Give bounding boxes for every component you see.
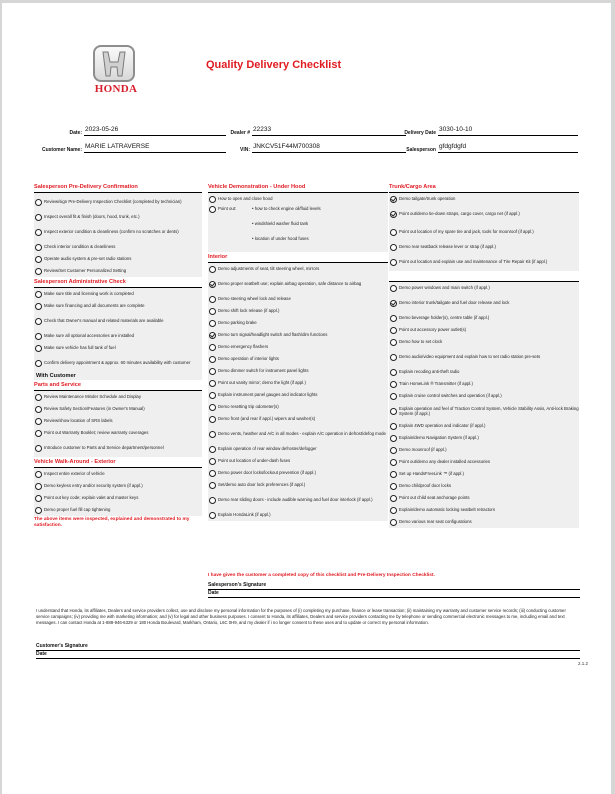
- privacy-disclaimer: I understand that Honda, its affiliates, Dealers and service providers collect, use and disclose my personal information for the purposes of (i) completing my purchase, finance or lease transaction; (ii) maintaining my warranty and customer service records; (iii) conducting customer service campaigns; (iv) providing me with marketing information; and (v) for legal and other business purposes. I consent to Honda, its affiliates, Dealers and service providers contacting me by telephone or sending commercial electronic messages to me, including email and text messages. I can contact Honda at 1-888-946-6329 or 180 Honda Boulevard, Markham, Ontario, L6C 0H9, and my dealer if i no longer consent to these uses and to update or correct my personal information.: [36, 608, 566, 625]
- checklist-item[interactable]: [389, 312, 579, 324]
- delivery-date-value[interactable]: 3030-10-10: [438, 125, 578, 136]
- checklist-radio[interactable]: [209, 446, 216, 453]
- checklist-item[interactable]: [389, 282, 579, 294]
- checklist-radio[interactable]: [35, 495, 42, 502]
- section-title-parts-service: Parts and Service: [34, 382, 81, 388]
- checklist-item-label: Make sure all optional accessories are installed: [44, 333, 135, 339]
- checklist-radio[interactable]: [209, 404, 216, 411]
- checklist-item-label: Point out location of my spare tire and jack, tools for moonroof (if appl.): [399, 229, 534, 235]
- section-title-walkaround: Vehicle Walk-Around - Exterior: [34, 459, 116, 465]
- checklist-radio[interactable]: [209, 497, 216, 504]
- checklist-item-label: Demo emergency flashers: [218, 344, 269, 350]
- checklist-item[interactable]: [208, 193, 388, 205]
- checklist-item[interactable]: [208, 413, 388, 425]
- section-title-under-hood: Vehicle Demonstration - Under Hood: [208, 184, 306, 190]
- checklist-radio[interactable]: [390, 447, 397, 454]
- customer-date-line[interactable]: Date: [36, 651, 580, 659]
- section-title-trunk: Trunk/Cargo Area: [389, 184, 436, 190]
- section-title-interior: Interior: [208, 254, 228, 260]
- checklist-radio[interactable]: [209, 281, 216, 288]
- spacer: [389, 271, 579, 281]
- checklist-item-label: Point out child seat anchorage points: [399, 495, 470, 501]
- checklist-item-label: Point out vanity mirror; demo the light (if appl.): [218, 380, 306, 386]
- checklist-item-label: Review/show location of SRS labels: [44, 418, 113, 424]
- checklist-radio[interactable]: [209, 296, 216, 303]
- checklist-item-label: Demo operation of interior lights: [218, 356, 279, 362]
- checklist-radio[interactable]: [390, 285, 397, 292]
- column-middle: [208, 182, 388, 521]
- checklist-item-label: Review Safety Section/Features (in Owner's Manual): [44, 406, 145, 412]
- salesperson-field[interactable]: [400, 140, 578, 153]
- checklist-item-label: Explain operation and feel of Traction Control System, Vehicle Stability Assis, Anti-lock Braking System (if appl.): [399, 405, 579, 416]
- checklist-item-label: Point out Warranty Booklet; review warranty coverages: [44, 430, 149, 436]
- checklist-item-label: Demo audio/video equipment and explain how to set radio station pre-sets: [399, 354, 541, 360]
- checklist-item[interactable]: [389, 492, 579, 504]
- checklist-item-label: Make sure vehicle has full tank of fuel: [44, 345, 116, 351]
- point-out-sub-fuses: • location of under hood fuses: [252, 236, 309, 241]
- checklist-item-label: Demo dimmer switch for instrument panel lights: [218, 368, 309, 374]
- list-parts-service: [34, 390, 202, 457]
- salesperson-value[interactable]: gfdgfdgfd: [438, 142, 578, 153]
- checklist-item[interactable]: [34, 342, 202, 354]
- checklist-item-label: Point out location and explain use and maintenance of Tire Repair Kit (if appl.): [399, 259, 548, 265]
- honda-wordmark: HONDA: [94, 83, 138, 95]
- vin-field[interactable]: [226, 140, 406, 153]
- checklist-item[interactable]: [208, 365, 388, 377]
- column-right: [389, 182, 579, 528]
- checklist-radio[interactable]: [390, 435, 397, 442]
- checklist-radio[interactable]: [209, 332, 216, 339]
- checklist-item-label: Explain/demo Navigation System (if appl.): [399, 435, 479, 441]
- checklist-item-label: Demo how to set clock: [399, 339, 443, 345]
- checklist-radio[interactable]: [390, 393, 397, 400]
- checklist-item[interactable]: [34, 504, 202, 516]
- checklist-item-label: Check interior condition & cleanliness: [44, 244, 116, 250]
- checklist-radio[interactable]: [390, 507, 397, 514]
- checklist-item[interactable]: [208, 275, 388, 293]
- checklist-radio[interactable]: [35, 303, 42, 310]
- checklist-item-label: Demo steering wheel lock and release: [218, 296, 291, 302]
- checklist-item[interactable]: [34, 265, 202, 277]
- checklist-radio[interactable]: [35, 345, 42, 352]
- checklist-radio[interactable]: [35, 256, 42, 263]
- salesperson-label: Salesperson: [406, 147, 436, 153]
- checklist-radio[interactable]: [390, 196, 397, 203]
- checklist-radio[interactable]: [390, 327, 397, 334]
- checklist-item[interactable]: [208, 377, 388, 389]
- checklist-radio[interactable]: [35, 445, 42, 452]
- section-title-pre-delivery: Salesperson Pre-Delivery Confirmation: [34, 184, 138, 190]
- checklist-radio[interactable]: [209, 482, 216, 489]
- checklist-radio[interactable]: [209, 470, 216, 477]
- checklist-item[interactable]: [34, 492, 202, 504]
- point-out-sub-washer: • windshield washer fluid tank: [252, 221, 309, 226]
- checklist-item[interactable]: [208, 467, 388, 479]
- checklist-item[interactable]: [389, 456, 579, 468]
- checklist-item[interactable]: [208, 491, 388, 509]
- checklist-radio[interactable]: [390, 244, 397, 251]
- under-hood-items: [208, 193, 388, 205]
- checklist-item[interactable]: [34, 300, 202, 312]
- checklist-radio[interactable]: [209, 368, 216, 375]
- checklist-item[interactable]: [208, 317, 388, 329]
- vin-label: VIN:: [240, 147, 250, 153]
- checklist-radio[interactable]: [209, 392, 216, 399]
- checklist-item[interactable]: [389, 294, 579, 312]
- checklist-item[interactable]: [389, 336, 579, 348]
- checklist-radio[interactable]: [390, 259, 397, 266]
- checklist-item[interactable]: [389, 402, 579, 420]
- checklist-item-label: Explain recoding anti-theft radio: [399, 369, 460, 375]
- list-interior-continued: [389, 281, 579, 528]
- checklist-item[interactable]: [389, 504, 579, 516]
- checklist-radio[interactable]: [35, 229, 42, 236]
- checklist-item-label: Demo interior trunk/tailgate and fuel door release and lock: [399, 300, 510, 306]
- checklist-radio[interactable]: [209, 356, 216, 363]
- checklist-radio[interactable]: [390, 229, 397, 236]
- customer-name-value[interactable]: MARIE LATRAVERSE: [84, 142, 226, 153]
- section-title-admin: Salesperson Administrative Check: [34, 279, 126, 285]
- checklist-item-label: Make sure title and licensing work is completed: [44, 291, 134, 297]
- checklist-radio[interactable]: [35, 244, 42, 251]
- dealer-field[interactable]: [226, 123, 406, 136]
- checklist-item-label: Review/Set Customer Personalized Setting: [44, 268, 127, 274]
- checklist-item-label: Demo power door locks/lockout prevention (if appl.): [218, 470, 316, 476]
- checklist-item-label: Demo various rear seat configurations: [399, 519, 472, 525]
- list-under-hood: [208, 192, 388, 252]
- checklist-item-label: Demo resetting trip odometer(s): [218, 404, 279, 410]
- checklist-item-label: Point out accessory power outlet(s): [399, 327, 467, 333]
- checklist-radio[interactable]: [390, 471, 397, 478]
- checklist-item[interactable]: [34, 288, 202, 300]
- checklist-item[interactable]: [34, 193, 202, 211]
- checklist-item-label: Demo front (and rear if appl.) wipers and washer(s): [218, 416, 316, 422]
- checklist-item[interactable]: [34, 439, 202, 457]
- checklist-item-label: Inspect entire exterior of vehicle: [44, 471, 105, 477]
- checklist-item-label: Demo adjustments of seat, tilt steering wheel, mirrors: [218, 266, 320, 272]
- checklist-item[interactable]: [389, 432, 579, 444]
- dealer-label: Dealer #: [230, 130, 250, 136]
- checklist-item[interactable]: [389, 223, 579, 241]
- checklist-radio[interactable]: [35, 406, 42, 413]
- checklist-item[interactable]: [34, 330, 202, 342]
- checklist-item[interactable]: [34, 403, 202, 415]
- checklist-radio[interactable]: [390, 423, 397, 430]
- dealer-value[interactable]: 22233: [252, 125, 406, 136]
- checklist-radio[interactable]: [390, 354, 397, 361]
- checklist-radio[interactable]: [390, 519, 397, 526]
- checklist-item-label: Inspect exterior condition & cleanliness (confirm no scratches or dents): [44, 229, 179, 235]
- checklist-item[interactable]: [34, 415, 202, 427]
- checklist-item[interactable]: [34, 223, 202, 241]
- checklist-item-label: Point out location of under-dash fuses: [218, 458, 291, 464]
- checklist-radio[interactable]: [390, 459, 397, 466]
- checklist-radio[interactable]: [390, 483, 397, 490]
- checklist-radio[interactable]: [209, 512, 216, 519]
- checklist-item[interactable]: [34, 480, 202, 492]
- checklist-item[interactable]: [389, 241, 579, 253]
- checklist-radio[interactable]: [209, 196, 216, 203]
- checklist-item[interactable]: [34, 354, 202, 372]
- checklist-item[interactable]: [34, 241, 202, 253]
- checklist-item[interactable]: [389, 366, 579, 378]
- checklist-item[interactable]: [34, 391, 202, 403]
- checklist-radio[interactable]: [35, 360, 42, 367]
- list-pre-delivery: [34, 192, 202, 277]
- salesperson-date-line[interactable]: Date: [208, 590, 580, 598]
- checklist-item[interactable]: [208, 401, 388, 413]
- list-interior: [208, 262, 388, 521]
- checklist-radio[interactable]: [209, 320, 216, 327]
- checklist-item-label: Check that Owner's manual and related materials are available: [44, 318, 164, 324]
- checklist-item-label: Point out/demo tie-down straps, cargo cover, cargo net (if appl.): [399, 211, 520, 217]
- checklist-radio[interactable]: [35, 418, 42, 425]
- checklist-radio[interactable]: [35, 394, 42, 401]
- checklist-item-label: Demo shift lock release (if appl.): [218, 308, 280, 314]
- checklist-radio[interactable]: [390, 211, 397, 218]
- checklist-item[interactable]: [208, 455, 388, 467]
- checklist-radio[interactable]: [35, 291, 42, 298]
- checklist-radio[interactable]: [35, 318, 42, 325]
- checklist-item[interactable]: [389, 253, 579, 271]
- checklist-item[interactable]: [208, 263, 388, 275]
- checklist-item-label: Introduce customer to Parts and Service department/personnel: [44, 445, 164, 451]
- checklist-item[interactable]: [389, 480, 579, 492]
- list-admin: [34, 287, 202, 380]
- checklist-item[interactable]: [389, 205, 579, 223]
- checklist-item[interactable]: [34, 253, 202, 265]
- checklist-radio[interactable]: [390, 339, 397, 346]
- customer-signature-line[interactable]: Customer's Signature: [36, 643, 580, 651]
- point-out-sub-oil: • how to check engine oil/fluid levels: [252, 206, 321, 211]
- checklist-item[interactable]: [34, 468, 202, 480]
- checklist-radio[interactable]: [35, 471, 42, 478]
- checklist-item[interactable]: [208, 305, 388, 317]
- honda-logo: [80, 43, 152, 95]
- checklist-item[interactable]: [389, 193, 579, 205]
- checklist-item-label: Demo vents, heather and A/C in all modes - explain A/C operation in defrost/defog mode: [218, 431, 386, 437]
- checklist-item[interactable]: [389, 468, 579, 480]
- delivery-date-field[interactable]: [400, 123, 578, 136]
- with-customer-label: With Customer: [36, 373, 76, 379]
- checklist-radio[interactable]: [390, 381, 397, 388]
- checklist-item-label: Demo childproof door locks: [399, 483, 452, 489]
- checklist-item[interactable]: [34, 427, 202, 439]
- checklist-item-label: Demo beverage holder(s), centre table (if appl.): [399, 315, 490, 321]
- checklist-item-label: Demo parking brake: [218, 320, 257, 326]
- checklist-radio[interactable]: [209, 458, 216, 465]
- checklist-item[interactable]: [208, 479, 388, 491]
- checklist-item[interactable]: [208, 509, 388, 521]
- checklist-item-label: Point out key code; explain valet and master keys: [44, 495, 139, 501]
- checklist-item[interactable]: [208, 425, 388, 443]
- checklist-item-label: Demo tailgate/trunk operation: [399, 196, 456, 202]
- checklist-radio[interactable]: [35, 268, 42, 275]
- checklist-item-label: Inspect overall fit & finish (doors, hood, trunk, etc.): [44, 214, 140, 220]
- checklist-item[interactable]: [208, 443, 388, 455]
- list-walkaround: [34, 467, 202, 516]
- checklist-radio[interactable]: [35, 430, 42, 437]
- checklist-item-label: Explain/demo automatic locking seatbelt retractors: [399, 507, 496, 513]
- checklist-item-label: How to open and close hood: [218, 196, 273, 202]
- checklist-item[interactable]: [389, 420, 579, 432]
- checklist-item-label: Demo proper fuel fill cap tightening: [44, 507, 111, 513]
- checklist-item-label: Set/demo auto door lock preferences (if appl.): [218, 482, 306, 488]
- checklist-item-label: Train HomeLink ® Transmitter (if appl.): [399, 381, 473, 387]
- checklist-item-label: Explain HondaLink (if appl.): [218, 512, 271, 518]
- salesperson-signature-block: [208, 582, 580, 598]
- inspection-confirmation-note: The above items were inspected, explained and demonstrated to my satisfaction.: [34, 517, 190, 528]
- list-trunk: [389, 192, 579, 271]
- checklist-radio[interactable]: [35, 507, 42, 514]
- checklist-radio[interactable]: [209, 308, 216, 315]
- checklist-item-label: Explain 4WD operation and indicator (if appl.): [399, 423, 486, 429]
- date-label: Date:: [69, 130, 82, 136]
- checklist-radio[interactable]: [35, 333, 42, 340]
- checklist-item-label: Set up HandsFreeLink ™ (if appl.): [399, 471, 464, 477]
- checklist-item[interactable]: [208, 389, 388, 401]
- date-value[interactable]: 2023-05-26: [84, 125, 226, 136]
- checklist-item-label: Review/sign Pre-Delivery Inspection Checklist (completed by technician): [44, 199, 182, 205]
- date-field[interactable]: [36, 123, 226, 136]
- checklist-radio[interactable]: [390, 300, 397, 307]
- column-left: [34, 182, 202, 529]
- customer-signature-block: [36, 643, 580, 659]
- admin-items: [34, 288, 202, 372]
- checklist-radio[interactable]: [209, 380, 216, 387]
- checklist-item[interactable]: [34, 312, 202, 330]
- checklist-radio[interactable]: [209, 416, 216, 423]
- checklist-item[interactable]: [389, 348, 579, 366]
- checklist-item-label: Demo rear seatback release lever or strap (if appl.): [399, 244, 496, 250]
- delivery-date-label: Delivery Date: [404, 130, 436, 136]
- checklist-radio[interactable]: [35, 483, 42, 490]
- checklist-item-label: Operate audio system & pre-set radio stations: [44, 256, 132, 262]
- checklist-item-label: Confirm delivery appointment & approx. 60 minutes availability with customer: [44, 360, 191, 366]
- checklist-item[interactable]: [208, 353, 388, 365]
- checklist-item-label: Demo moonroof (if appl.): [399, 447, 447, 453]
- customer-name-label: Customer Name:: [41, 147, 82, 153]
- checklist-radio[interactable]: [390, 495, 397, 502]
- checklist-item[interactable]: [34, 211, 202, 223]
- form-version: 2.1.2: [578, 661, 589, 666]
- checklist-radio[interactable]: [209, 344, 216, 351]
- copy-given-note: I have given the customer a completed copy of this checklist and Pre-Delivery Inspection Checklist.: [208, 573, 435, 578]
- checklist-radio[interactable]: [390, 369, 397, 376]
- checklist-radio[interactable]: [35, 199, 42, 206]
- point-out-label: Point out:: [218, 206, 237, 211]
- checklist-item[interactable]: [208, 341, 388, 353]
- checklist-item-label: Explain cruise control switches and operation (if appl.): [399, 393, 502, 399]
- checklist-item[interactable]: [389, 516, 579, 528]
- checklist-item-label: Explain instrument panel gauges and indicator lights: [218, 392, 318, 398]
- checklist-item-label: Explain operation of rear window defroster/defogger: [218, 446, 317, 452]
- checklist-radio[interactable]: [209, 266, 216, 273]
- page-title: Quality Delivery Checklist: [206, 59, 342, 71]
- checklist-item-label: Demo turn signal/headlight switch and flash/dim functions: [218, 332, 328, 338]
- checklist-radio[interactable]: [35, 214, 42, 221]
- checklist-item-label: Demo proper seatbelt use; explain airbag operation, safe distance to airbag: [218, 281, 362, 287]
- checklist-item[interactable]: [208, 293, 388, 305]
- checklist-item-label: Demo rear sliding doors - include audible warning and fuel door interlock (if appl.): [218, 497, 373, 503]
- checklist-item[interactable]: [389, 444, 579, 456]
- checklist-item-label: Point out/demo any dealer installed accessories: [399, 459, 491, 465]
- checklist-item[interactable]: [389, 378, 579, 390]
- checklist-item[interactable]: [389, 324, 579, 336]
- customer-name-field[interactable]: [36, 140, 226, 153]
- checklist-item-label: Make sure financing and all documents are complete: [44, 303, 145, 309]
- checklist-item[interactable]: [208, 329, 388, 341]
- checklist-item-label: Review Maintenance Minder Schedule and Display: [44, 394, 141, 400]
- checklist-item[interactable]: [389, 390, 579, 402]
- document-page: [2, 3, 611, 794]
- point-out-subitems: [252, 206, 321, 251]
- checklist-radio[interactable]: [390, 408, 397, 415]
- checklist-item-label: Demo keyless entry and/or security system (if appl.): [44, 483, 143, 489]
- point-out-radio[interactable]: [209, 206, 216, 213]
- point-out-item[interactable]: [208, 205, 388, 252]
- checklist-radio[interactable]: [209, 431, 216, 438]
- vin-value[interactable]: JNKCV51F44M700308: [252, 142, 406, 153]
- checklist-radio[interactable]: [390, 315, 397, 322]
- checklist-item-label: Demo power windows and main switch (if appl.): [399, 285, 490, 291]
- honda-h-emblem-icon: [93, 45, 135, 82]
- salesperson-signature-line[interactable]: Salesperson's Signature: [208, 582, 580, 590]
